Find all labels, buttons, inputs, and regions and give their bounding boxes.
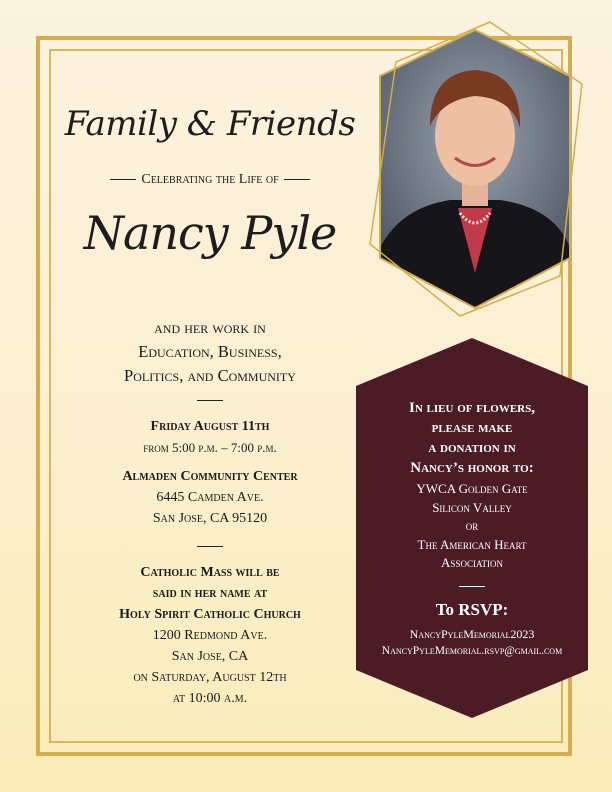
event-street: 6445 Camden Ave. <box>156 490 264 505</box>
divider-1 <box>197 400 223 401</box>
mass-city: San Jose, CA <box>171 649 249 664</box>
rsvp-email: NancyPyleMemorial.rsvp@gmail.com <box>381 645 563 657</box>
donation-line-1: In lieu of flowers, <box>409 400 535 416</box>
event-time: from 5:00 p.m. – 7:00 p.m. <box>143 440 277 455</box>
org1-line-1: YWCA Golden Gate <box>416 481 528 496</box>
mass-street: 1200 Redmond Ave. <box>152 628 268 643</box>
rule-left <box>110 179 136 180</box>
org1-line-2: Silicon Valley <box>432 499 512 515</box>
org2-line-1: The American Heart <box>417 536 527 552</box>
mass-block <box>60 562 360 709</box>
org-or: or <box>465 518 479 533</box>
mass-line-1: Catholic Mass will be <box>140 565 280 580</box>
rsvp-heading: To RSVP: <box>435 600 509 619</box>
event-date: Friday August 11th <box>150 419 270 434</box>
heading-family-friends: Family & Friends <box>64 104 356 144</box>
org2-line-2: Association <box>441 555 503 570</box>
work-line-3: Politics, and Community <box>124 366 296 385</box>
donation-line-3: a donation in <box>428 440 516 456</box>
work-line-2: Education, Business, <box>138 342 282 361</box>
mass-line-2: said in her name at <box>152 586 268 601</box>
donation-line-2: please make <box>431 420 513 436</box>
mass-date: on Saturday, August 12th <box>133 670 287 685</box>
subtitle <box>60 172 360 188</box>
rsvp-line-1: NancyPyleMemorial2023 <box>409 627 535 641</box>
event-city: San Jose, CA 95120 <box>152 511 268 526</box>
event-venue: Almaden Community Center <box>122 469 298 484</box>
panel-divider <box>459 586 485 587</box>
work-line-1: and her work in <box>154 318 266 337</box>
donation-intro <box>356 398 588 478</box>
donation-line-4: Nancy’s honor to: <box>410 460 534 476</box>
mass-church: Holy Spirit Catholic Church <box>119 607 301 622</box>
donation-orgs <box>356 480 588 573</box>
honoree-name: Nancy Pyle <box>83 206 337 260</box>
mass-time: at 10:00 a.m. <box>172 691 248 706</box>
work-block <box>60 316 360 388</box>
rsvp-block <box>356 626 588 660</box>
divider-2 <box>197 546 223 547</box>
rule-right <box>284 179 310 180</box>
event-block <box>60 416 360 529</box>
subtitle-text: Celebrating the Life of <box>141 172 279 187</box>
portrait-photo <box>360 18 590 318</box>
